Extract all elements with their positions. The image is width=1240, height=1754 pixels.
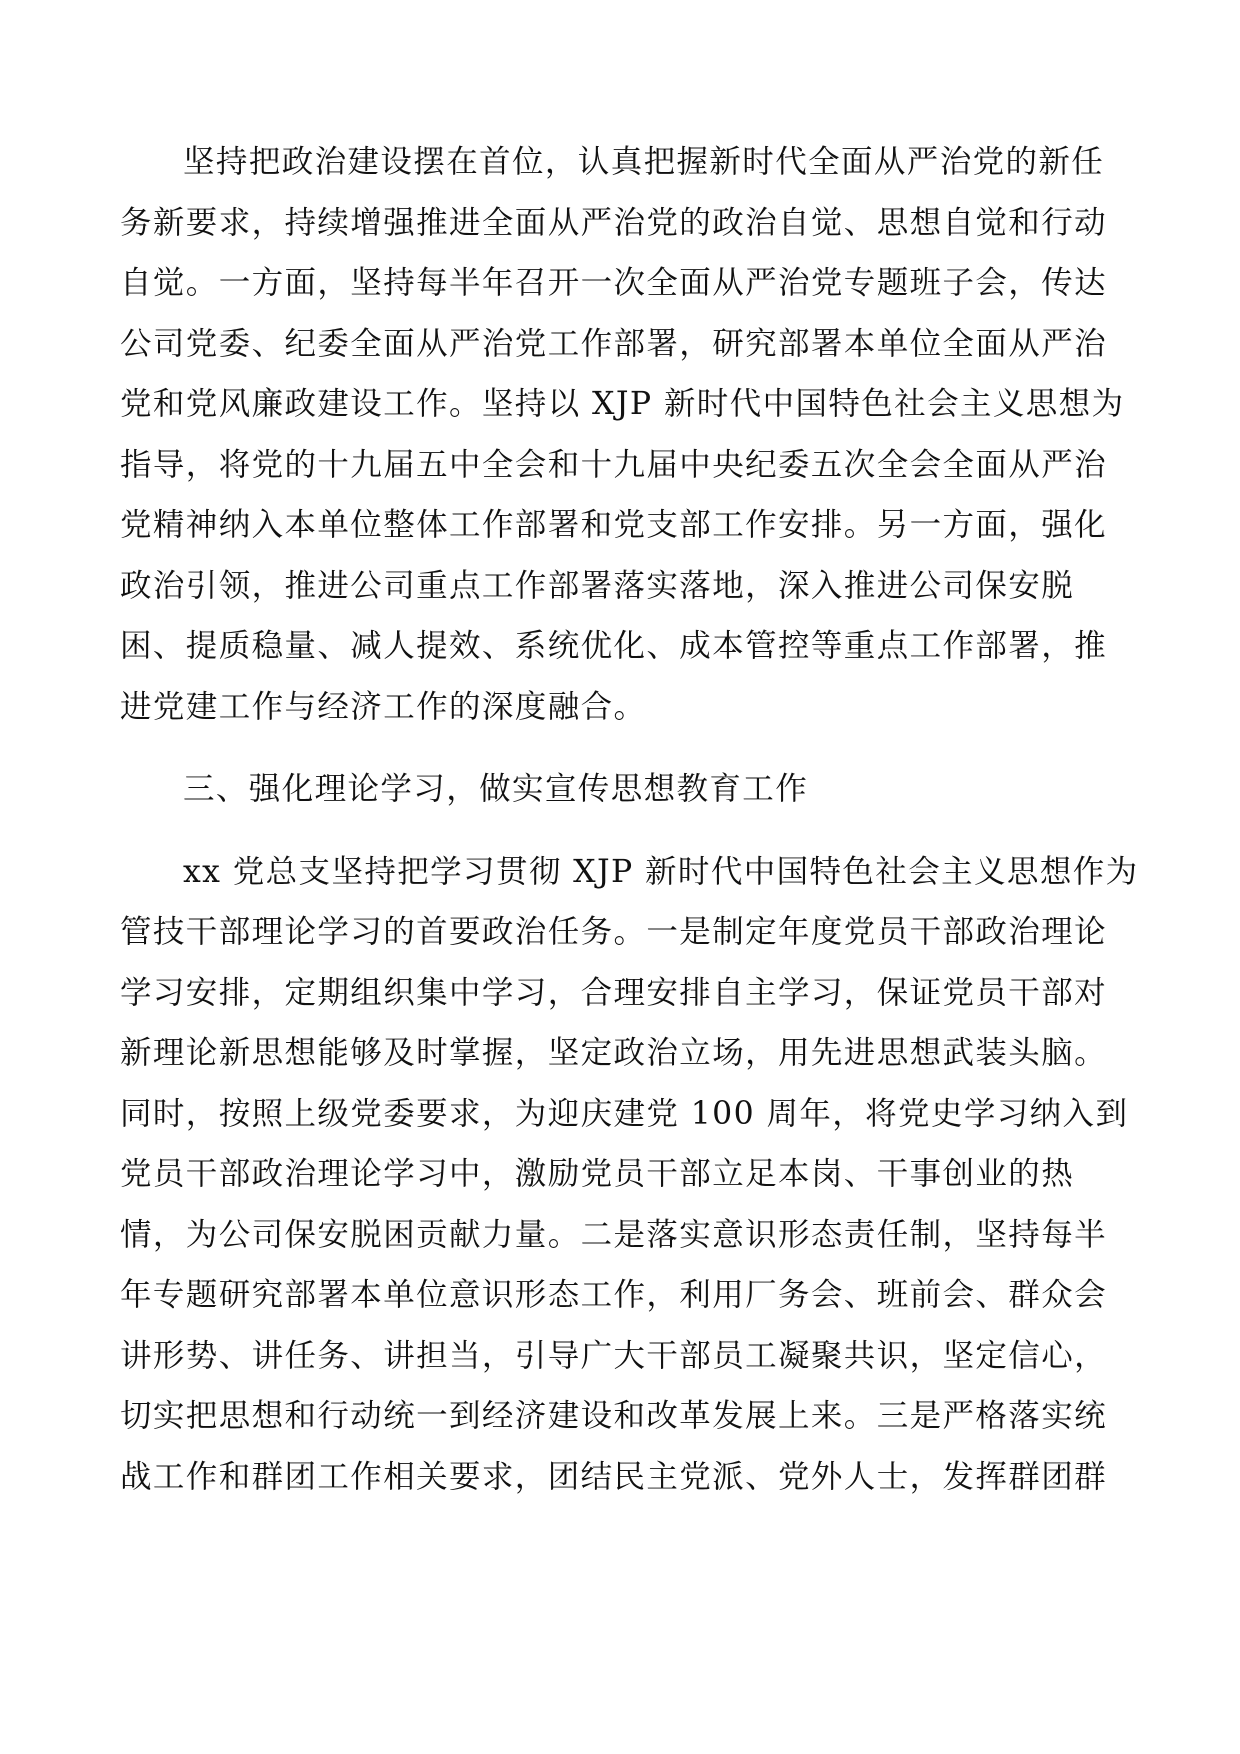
paragraph-line: 党员干部政治理论学习中，激励党员干部立足本岗、干事创业的热 — [120, 1156, 1075, 1192]
paragraph-line: 战工作和群团工作相关要求，团结民主党派、党外人士，发挥群团群 — [120, 1458, 1108, 1495]
paragraph-line: 情，为公司保安脱困贡献力量。二是落实意识形态责任制，坚持每半 — [120, 1216, 1108, 1253]
paragraph-line: 困、提质稳量、减人提效、系统优化、成本管控等重点工作部署，推 — [120, 628, 1108, 664]
paragraph-spacing — [120, 737, 1120, 759]
paragraph-line: 党精神纳入本单位整体工作部署和党支部工作安排。另一方面，强化 — [120, 507, 1108, 543]
paragraph-theory-study — [120, 842, 1139, 1508]
paragraph-line: 讲形势、讲任务、讲担当，引导广大干部员工凝聚共识，坚定信心， — [120, 1337, 1108, 1374]
paragraph-line: 自觉。一方面，坚持每半年召开一次全面从严治党专题班子会，传达 — [120, 265, 1108, 301]
paragraph-line: xx 党总支坚持把学习贯彻 XJP 新时代中国特色社会主义思想作为 — [183, 853, 1139, 890]
paragraph-line: 务新要求，持续增强推进全面从严治党的政治自觉、思想自觉和行动 — [120, 204, 1108, 241]
paragraph-line: 新理论新思想能够及时掌握，坚定政治立场，用先进思想武装头脑。 — [120, 1035, 1108, 1071]
paragraph-spacing — [120, 820, 1120, 842]
paragraph-line: 坚持把政治建设摆在首位，认真把握新时代全面从严治党的新任 — [183, 144, 1105, 180]
paragraph-line: 公司党委、纪委全面从严治党工作部署，研究部署本单位全面从严治 — [120, 325, 1108, 362]
paragraph-line: 同时，按照上级党委要求，为迎庆建党 100 周年，将党史学习纳入到 — [120, 1095, 1129, 1132]
paragraph-line: 党和党风廉政建设工作。坚持以 XJP 新时代中国特色社会主义思想为 — [120, 386, 1125, 422]
paragraph-line: 指导，将党的十九届五中全会和十九届中央纪委五次全会全面从严治 — [120, 446, 1108, 483]
paragraph-line: 进党建工作与经济工作的深度融合。 — [120, 688, 647, 725]
paragraph-line: 切实把思想和行动统一到经济建设和改革发展上来。三是严格落实统 — [120, 1398, 1108, 1434]
paragraph-line: 年专题研究部署本单位意识形态工作，利用厂务会、班前会、群众会 — [120, 1277, 1108, 1313]
paragraph-line: 管技干部理论学习的首要政治任务。一是制定年度党员干部政治理论 — [120, 914, 1108, 950]
paragraph-political-construction — [120, 132, 1125, 737]
document-body — [120, 132, 1139, 1507]
section-heading: 三、强化理论学习，做实宣传思想教育工作 — [183, 771, 809, 807]
paragraph-line: 学习安排，定期组织集中学习，合理安排自主学习，保证党员干部对 — [120, 974, 1108, 1011]
paragraph-line: 政治引领，推进公司重点工作部署落实落地，深入推进公司保安脱 — [120, 567, 1075, 604]
